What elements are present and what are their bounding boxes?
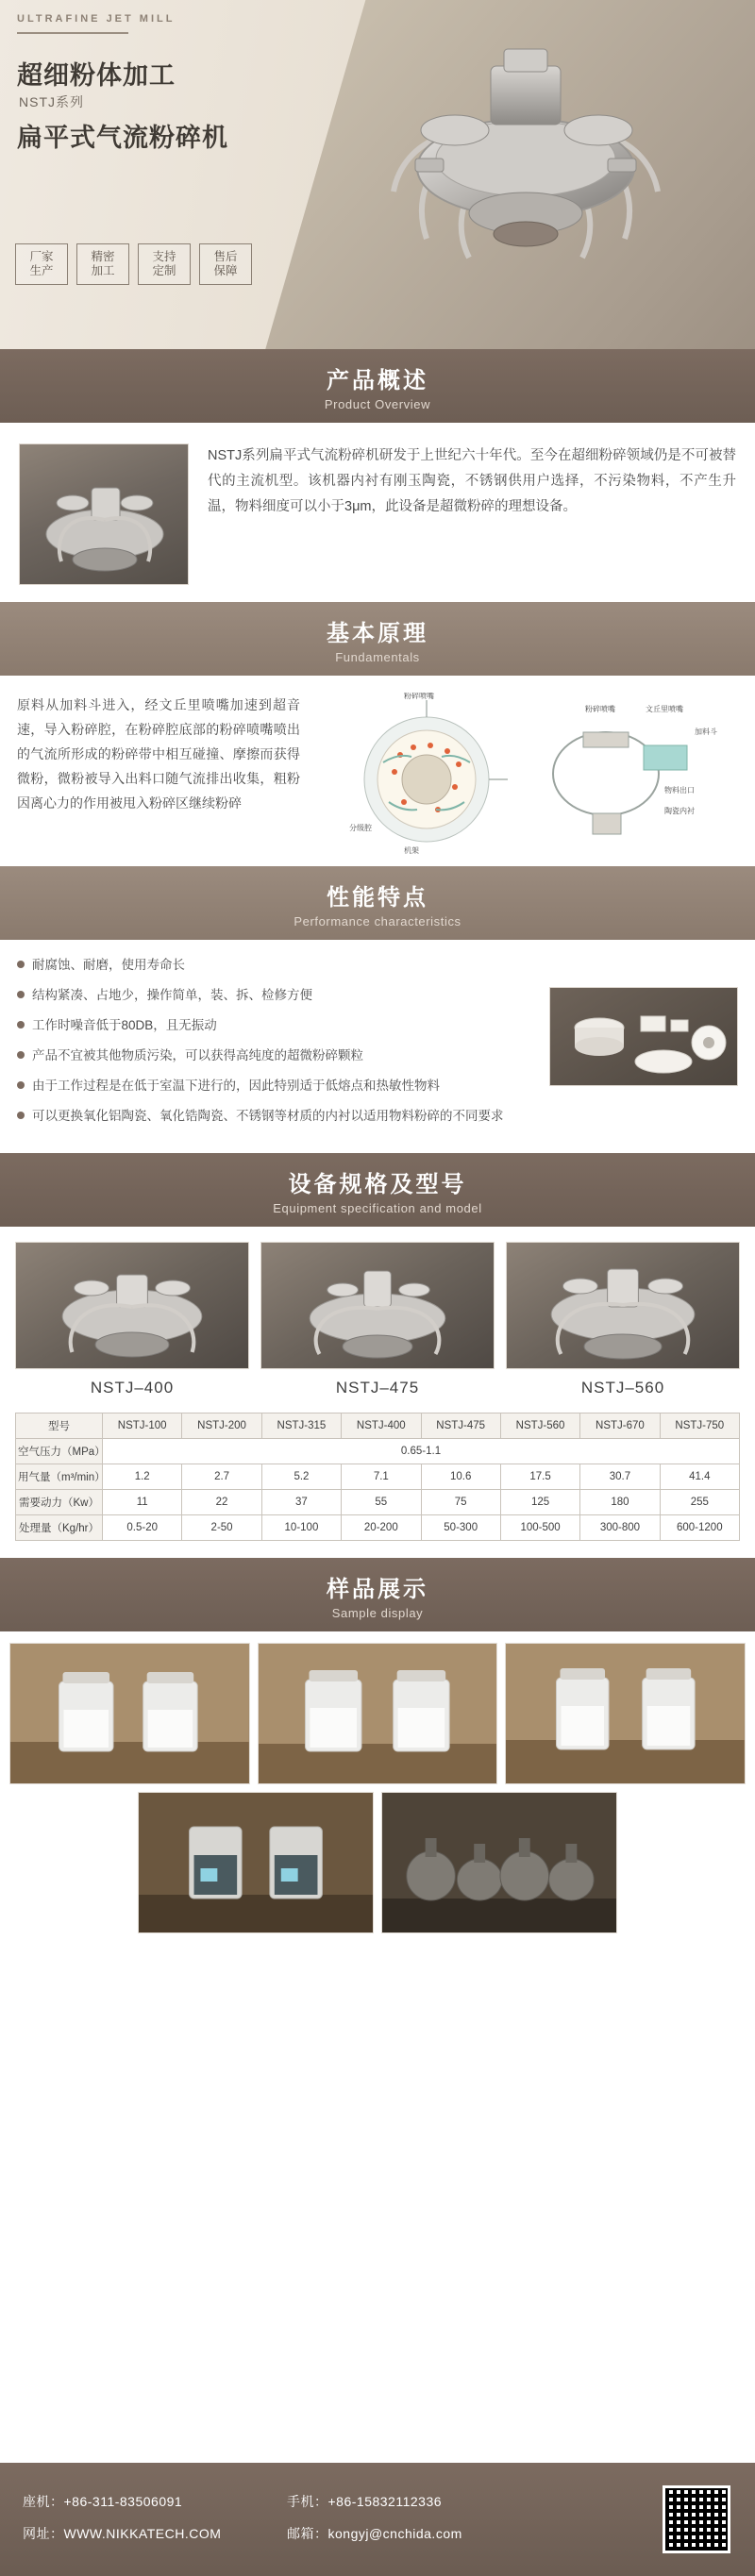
footer-label: 邮箱：: [287, 2526, 328, 2541]
list-item: [17, 1045, 534, 1065]
footer-contact-item: [287, 2485, 551, 2517]
section-banner-samples: [0, 1558, 755, 1631]
hero-tag: [76, 243, 129, 285]
spec-table-wrap: [0, 1403, 755, 1558]
table-row-label: 空气压力（MPa）: [16, 1439, 103, 1464]
spec-table: [15, 1413, 740, 1541]
section-title-en: Product Overview: [324, 396, 431, 411]
hero-tag-line1: 精密: [91, 250, 115, 263]
performance-photo: [549, 987, 738, 1086]
hero-product-name: 扁平式气流粉碎机: [17, 124, 228, 152]
sample-bags-illustration: [382, 1793, 616, 1933]
section-title-en: Equipment specification and model: [273, 1200, 482, 1215]
bullet-icon: [17, 1081, 25, 1089]
table-cell: 55: [342, 1490, 421, 1515]
table-cell: 1.2: [103, 1464, 182, 1490]
table-cell: 7.1: [342, 1464, 421, 1490]
table-row: [16, 1515, 740, 1541]
hero-tag-line1: 厂家: [29, 250, 54, 263]
table-header-cell: NSTJ-750: [660, 1413, 739, 1439]
table-header-cell: NSTJ-560: [500, 1413, 579, 1439]
qr-code-pattern: [665, 2488, 728, 2551]
diagram-label: 物料出口: [664, 786, 695, 795]
table-header-cell: 型号: [16, 1413, 103, 1439]
table-row: [16, 1490, 740, 1515]
sample-photo: [381, 1792, 617, 1933]
table-header-cell: NSTJ-200: [182, 1413, 261, 1439]
hero-english-label: ULTRAFINE JET MILL: [17, 13, 176, 25]
sample-jars-illustration: [506, 1644, 745, 1784]
performance-item-text: 产品不宜被其他物质污染，可以获得高纯度的超微粉碎颗粒: [32, 1048, 363, 1062]
bullet-icon: [17, 1112, 25, 1119]
table-cell: 20-200: [342, 1515, 421, 1541]
section-title-cn: 设备规格及型号: [288, 1171, 467, 1197]
hero-machine-illustration: [304, 17, 747, 328]
footer-value[interactable]: WWW.NIKKATECH.COM: [63, 2526, 222, 2541]
diagram-label: 粉碎喷嘴: [585, 705, 615, 713]
list-item: [17, 1076, 534, 1096]
list-item: [17, 985, 534, 1005]
model-card: [260, 1242, 495, 1397]
table-row-label: 用气量（m³/min）: [16, 1464, 103, 1490]
table-row-label: 需要动力（Kw）: [16, 1490, 103, 1515]
model-card: [506, 1242, 740, 1397]
table-header-row: [16, 1413, 740, 1439]
footer-value[interactable]: kongyj@cnchida.com: [327, 2526, 462, 2541]
section-banner-overview: [0, 349, 755, 423]
table-cell: 10-100: [261, 1515, 341, 1541]
table-header-cell: NSTJ-670: [580, 1413, 660, 1439]
model-photo: [260, 1242, 495, 1369]
samples-row: [9, 1792, 746, 1933]
sample-dark-jars-illustration: [139, 1793, 373, 1933]
section-banner-models: [0, 1153, 755, 1227]
sample-photo: [258, 1643, 498, 1784]
samples-row: [9, 1643, 746, 1784]
table-cell: 22: [182, 1490, 261, 1515]
table-cell: 125: [500, 1490, 579, 1515]
hero-tag-line2: 定制: [152, 264, 176, 277]
table-cell: 2-50: [182, 1515, 261, 1541]
table-cell: 0.65-1.1: [103, 1439, 740, 1464]
list-item: [17, 955, 534, 975]
table-header-cell: NSTJ-475: [421, 1413, 500, 1439]
diagram-label: 文丘里喷嘴: [646, 705, 683, 713]
section-title-cn: 产品概述: [327, 367, 428, 393]
model-card: [15, 1242, 249, 1397]
hero-tag-line2: 生产: [29, 264, 54, 277]
sample-photo: [505, 1643, 746, 1784]
model-photo: [15, 1242, 249, 1369]
samples-gallery: [0, 1631, 755, 1943]
table-cell: 600-1200: [660, 1515, 739, 1541]
hero-banner: [0, 0, 755, 349]
footer-label: 座机：: [23, 2494, 64, 2509]
table-cell: 30.7: [580, 1464, 660, 1490]
diagram-label: 分级腔: [349, 824, 372, 832]
section-title-en: Fundamentals: [335, 649, 420, 664]
table-cell: 37: [261, 1490, 341, 1515]
table-header-cell: NSTJ-100: [103, 1413, 182, 1439]
footer-value: +86-15832112336: [327, 2494, 443, 2509]
table-cell: 11: [103, 1490, 182, 1515]
table-row: [16, 1439, 740, 1464]
table-cell: 17.5: [500, 1464, 579, 1490]
hero-series: NSTJ系列: [19, 94, 84, 109]
list-item: [17, 1015, 534, 1035]
footer-value: +86-311-83506091: [63, 2494, 183, 2509]
table-cell: 100-500: [500, 1515, 579, 1541]
model-machine-illustration: [507, 1243, 739, 1369]
hero-tag-line2: 加工: [91, 264, 115, 277]
bullet-icon: [17, 1051, 25, 1059]
bullet-icon: [17, 991, 25, 998]
table-cell: 2.7: [182, 1464, 261, 1490]
diagram-label: 机架: [404, 846, 419, 855]
hero-tag-list: [15, 243, 252, 285]
table-row: [16, 1464, 740, 1490]
sample-photo: [138, 1792, 374, 1933]
table-header-cell: NSTJ-315: [261, 1413, 341, 1439]
performance-item-text: 由于工作过程是在低于室温下进行的，因此特别适于低熔点和热敏性物料: [32, 1079, 440, 1093]
table-row-label: 处理量（Kg/hr）: [16, 1515, 103, 1541]
section-title-cn: 基本原理: [327, 620, 428, 646]
hero-title: 超细粉体加工: [17, 61, 176, 90]
hero-tag: [199, 243, 252, 285]
section-title-cn: 样品展示: [327, 1576, 428, 1602]
fundamentals-diagram: [313, 693, 719, 853]
model-name: NSTJ–560: [580, 1379, 665, 1397]
overview-text: NSTJ系列扁平式气流粉碎机研发于上世纪六十年代。至今在超细粉碎领域仍是不可被替代的主流机型。该机器内衬有刚玉陶瓷，不锈钢供用户选择，不污染物料，不产生升温，物料细度可以小于3μm，此设备是超微粉碎的理想设备。: [208, 448, 736, 514]
table-cell: 300-800: [580, 1515, 660, 1541]
footer: [0, 2463, 755, 2576]
bullet-icon: [17, 1021, 25, 1029]
table-cell: 10.6: [421, 1464, 500, 1490]
table-cell: 75: [421, 1490, 500, 1515]
section-banner-performance: [0, 866, 755, 940]
overview-machine-illustration: [20, 444, 189, 585]
sample-photo: [9, 1643, 250, 1784]
model-name: NSTJ–475: [335, 1379, 420, 1397]
model-machine-illustration: [16, 1243, 248, 1369]
sample-jars-illustration: [10, 1644, 249, 1784]
fundamentals-text: 原料从加料斗进入，经文丘里喷嘴加速到超音速，导入粉碎腔，在粉碎腔底部的粉碎喷嘴喷出的气流所形成的粉碎带中相互碰撞、摩擦而获得微粉，微粉被导入出料口随气流排出收集，粗粉因离心力的作用被甩入粉碎区继续粉碎: [17, 697, 300, 811]
table-header-cell: NSTJ-400: [342, 1413, 421, 1439]
footer-contact-item: [23, 2485, 287, 2517]
performance-item-text: 工作时噪音低于80DB，且无振动: [32, 1018, 217, 1032]
performance-list: [17, 955, 534, 1136]
performance-section: [0, 940, 755, 1153]
table-cell: 50-300: [421, 1515, 500, 1541]
footer-label: 手机：: [287, 2494, 328, 2509]
hero-tag-line1: 支持: [152, 250, 176, 263]
diagram-label: 粉碎喷嘴: [404, 693, 434, 700]
hero-rule: [17, 32, 128, 34]
table-cell: 255: [660, 1490, 739, 1515]
table-cell: 180: [580, 1490, 660, 1515]
performance-item-text: 可以更换氧化铝陶瓷、氧化锆陶瓷、不锈钢等材质的内衬以适用物料粉碎的不同要求: [32, 1109, 504, 1123]
bullet-icon: [17, 961, 25, 968]
fundamentals-section: [0, 676, 755, 866]
overview-photo: [19, 443, 189, 585]
hero-tag-line1: 售后: [213, 250, 238, 263]
section-title-en: Performance characteristics: [294, 913, 461, 928]
diagram-label: 加料斗: [695, 728, 717, 736]
section-title-cn: 性能特点: [327, 884, 428, 911]
principle-diagram-svg: [313, 693, 719, 858]
hero-tag: [15, 243, 68, 285]
sample-jars-illustration: [259, 1644, 497, 1784]
table-cell: 41.4: [660, 1464, 739, 1490]
qr-code: [663, 2485, 730, 2553]
section-title-en: Sample display: [331, 1605, 424, 1620]
footer-contact-item: [23, 2517, 287, 2550]
footer-label: 网址：: [23, 2526, 64, 2541]
model-name: NSTJ–400: [90, 1379, 175, 1397]
performance-item-text: 结构紧凑、占地少，操作简单，装、拆、检修方便: [32, 988, 312, 1002]
model-machine-illustration: [261, 1243, 494, 1369]
overview-section: [0, 423, 755, 602]
hero-tag-line2: 保障: [213, 264, 238, 277]
table-cell: 0.5-20: [103, 1515, 182, 1541]
hero-tag: [138, 243, 191, 285]
footer-contact-grid: [23, 2485, 551, 2550]
model-photo: [506, 1242, 740, 1369]
ceramic-parts-illustration: [550, 988, 738, 1086]
diagram-label: 陶瓷内衬: [664, 807, 695, 815]
models-gallery: [0, 1227, 755, 1403]
performance-item-text: 耐腐蚀、耐磨，使用寿命长: [32, 958, 185, 972]
list-item: [17, 1106, 534, 1126]
footer-contact-item: [287, 2517, 551, 2550]
section-banner-fundamentals: [0, 602, 755, 676]
table-cell: 5.2: [261, 1464, 341, 1490]
